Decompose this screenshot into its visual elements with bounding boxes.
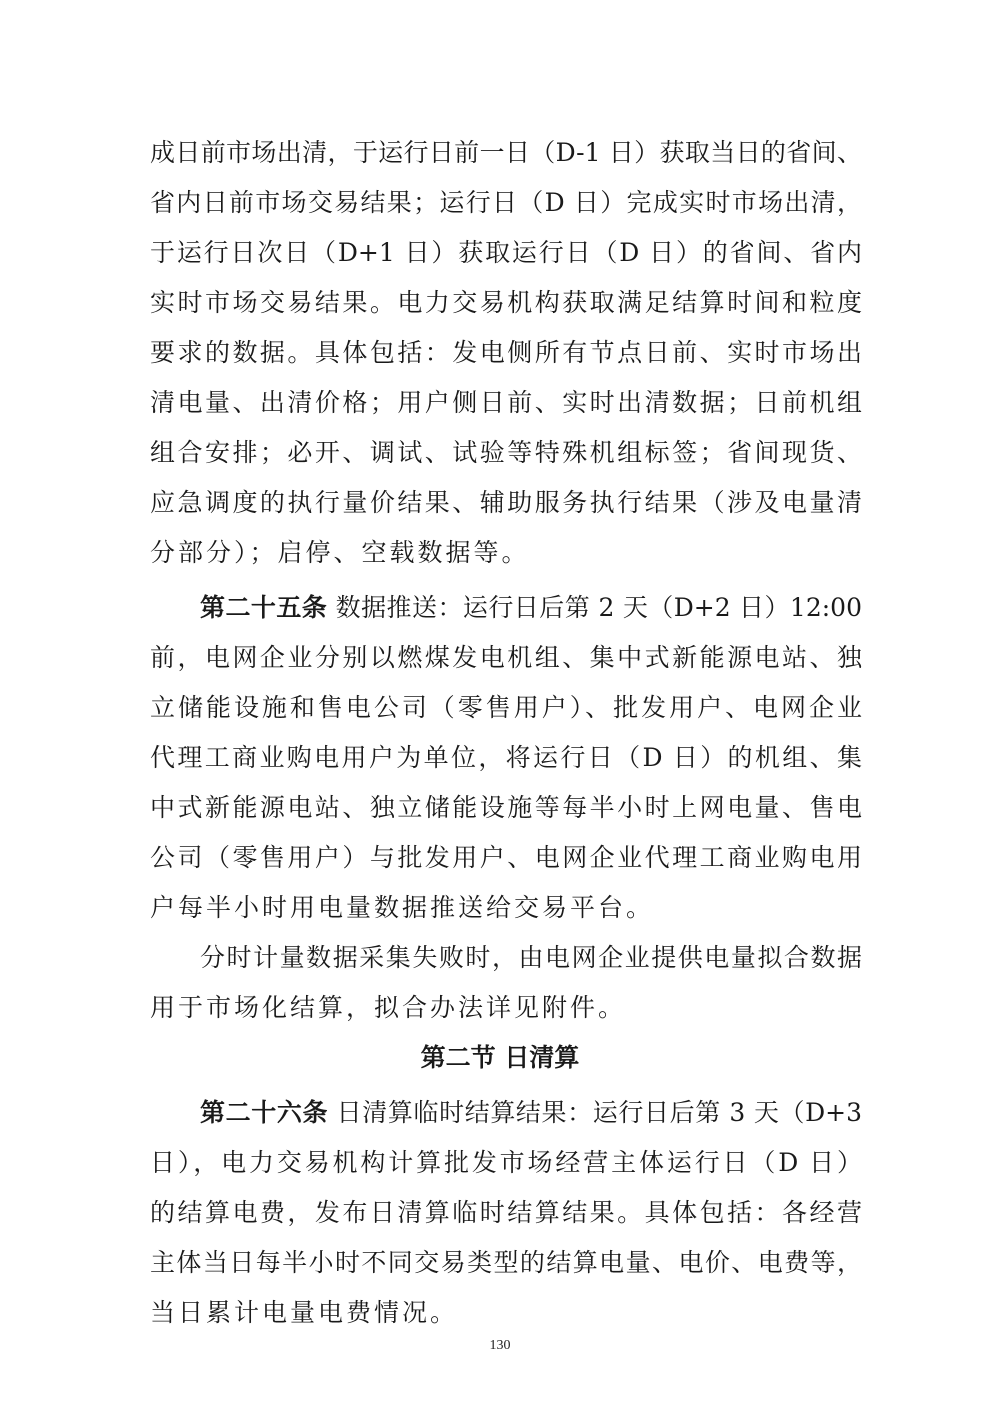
paragraph-line: 于运行日次日（D+1 日）获取运行日（D 日）的省间、省内 xyxy=(150,238,862,267)
paragraph-line: 当日累计电量电费情况。 xyxy=(150,1298,459,1327)
paragraph-line: 立储能设施和售电公司（零售用户）、批发用户、电网企业 xyxy=(150,693,862,722)
paragraph-line: 日），电力交易机构计算批发市场经营主体运行日（D 日） xyxy=(150,1148,862,1177)
paragraph-line: 实时市场交易结果。电力交易机构获取满足结算时间和粒度 xyxy=(150,288,862,317)
article-25-text: 数据推送：运行日后第 2 天（D+2 日）12:00 xyxy=(335,593,862,622)
article-26-title: 第二十六条 xyxy=(200,1098,329,1127)
paragraph-line: 户每半小时用电量数据推送给交易平台。 xyxy=(150,893,655,922)
page-number: 130 xyxy=(489,1338,511,1353)
paragraph-line: 主体当日每半小时不同交易类型的结算电量、电价、电费等， xyxy=(150,1248,862,1277)
paragraph-line: 分时计量数据采集失败时，由电网企业提供电量拟合数据 xyxy=(200,943,862,972)
article-25-title: 第二十五条 xyxy=(200,593,328,622)
paragraph-line: 前，电网企业分别以燃煤发电机组、集中式新能源电站、独 xyxy=(150,643,862,672)
article-25-first-line xyxy=(200,583,862,633)
paragraph-line: 中式新能源电站、独立储能设施等每半小时上网电量、售电 xyxy=(150,793,862,822)
paragraph-line: 代理工商业购电用户为单位，将运行日（D 日）的机组、集 xyxy=(150,743,862,772)
paragraph-line: 省内日前市场交易结果；运行日（D 日）完成实时市场出清， xyxy=(150,188,862,217)
paragraph-line: 清电量、出清价格；用户侧日前、实时出清数据；日前机组 xyxy=(150,388,862,417)
article-26-first-line xyxy=(200,1088,862,1138)
paragraph-line: 分部分）；启停、空载数据等。 xyxy=(150,538,530,567)
paragraph-line: 用于市场化结算，拟合办法详见附件。 xyxy=(150,993,627,1022)
paragraph-line: 成日前市场出清，于运行日前一日（D-1 日）获取当日的省间、 xyxy=(150,138,862,167)
paragraph-line: 的结算电费，发布日清算临时结算结果。具体包括：各经营 xyxy=(150,1198,862,1227)
paragraph-line: 应急调度的执行量价结果、辅助服务执行结果（涉及电量清 xyxy=(150,488,862,517)
paragraph-line: 组合安排；必开、调试、试验等特殊机组标签；省间现货、 xyxy=(150,438,862,467)
section-heading: 第二节 日清算 xyxy=(420,1043,580,1072)
paragraph-line: 要求的数据。具体包括：发电侧所有节点日前、实时市场出 xyxy=(150,338,862,367)
paragraph-line: 公司（零售用户）与批发用户、电网企业代理工商业购电用 xyxy=(150,843,862,872)
article-26-text: 日清算临时结算结果：运行日后第 3 天（D+3 xyxy=(336,1098,862,1127)
